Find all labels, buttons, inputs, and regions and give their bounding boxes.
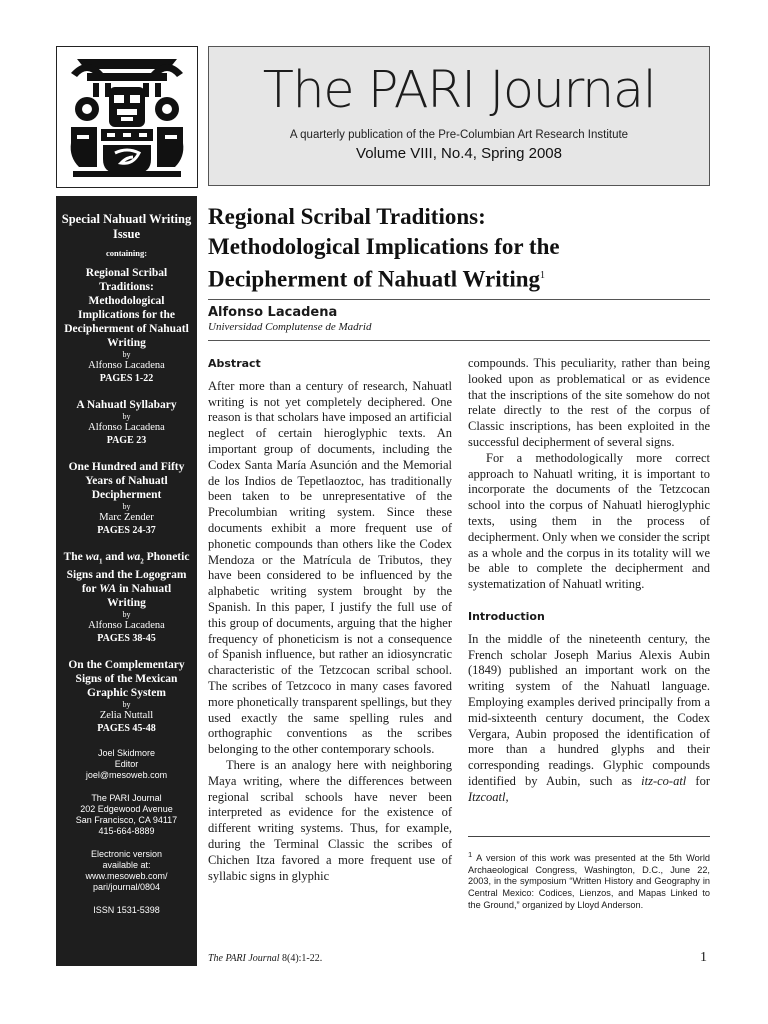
article-title [208,202,710,294]
address-line: 202 Edgewood Avenue [80,804,173,815]
contents-item-author: Alfonso Lacadena [88,422,165,433]
text-column-right [468,356,710,806]
contents-item [56,658,197,735]
contents-item-pages: PAGES 45-48 [97,723,156,735]
author-affiliation: Universidad Complutense de Madrid [208,321,372,333]
article-title-line [208,261,710,294]
author-name: Alfonso Lacadena [208,305,338,320]
mesoamerican-glyph-icon [57,47,197,187]
contents-item-by: by [122,412,131,421]
phone-number: 415-664-8889 [98,826,155,837]
journal-volume: Volume VIII, No.4, Spring 2008 [356,145,562,162]
electronic-version-block [56,849,197,893]
contents-item-pages: PAGES 1-22 [99,373,154,384]
contents-item-by: by [122,700,131,710]
article-title-text: Decipherment of Nahuatl Writing [208,266,540,292]
editor-name: Joel Skidmore [97,748,156,759]
masthead [208,46,710,186]
address-block [56,793,197,837]
body-paragraph [468,632,710,806]
article-title-line: Methodological Implications for the [208,233,560,259]
article-title-line: Regional Scribal Traditions: [208,204,486,229]
introduction-heading: Introduction [468,609,545,623]
footnote-text: A version of this work was presented at the 5th World Archaeological Congress, Washington, D.C., June 22, 2003, in the symposium “Written History and Geography in Central Mexico: Codices, Lienzos, and Mapas Linked to the Ground,” organized by Lloyd Anderson. [468,853,710,910]
editor-role: Editor [114,759,139,770]
citation [208,953,322,964]
contents-item-pages: PAGES 38-45 [97,633,156,645]
glyph-transliteration: itz-co-atl [641,773,687,788]
address-line: San Francisco, CA 94117 [75,815,178,826]
abstract-heading: Abstract [208,357,261,370]
text-column-left [208,356,452,884]
glyph-name: Itzcoatl, [468,789,509,804]
title-part: wa [85,551,100,563]
contents-item [56,266,197,385]
contents-item-by: by [122,502,131,511]
title-part: The [63,551,86,563]
contents-item-author: Alfonso Lacadena [88,620,165,632]
contents-item-title: A Nahuatl Syllabary [76,399,177,411]
contents-item-by: by [122,610,131,620]
contents-item-by: by [122,350,131,359]
page-number: 1 [700,950,707,965]
journal-logo [56,46,198,188]
contents-item-author: Alfonso Lacadena [88,360,165,371]
contents-item-author: Zelia Nuttall [99,710,154,722]
contents-item-pages: PAGES 24-37 [97,525,156,536]
address-line: The PARI Journal [91,793,162,804]
journal-title: The PARI Journal [262,61,656,120]
citation-volume: 8(4):1-22. [279,953,323,964]
title-rule [208,299,710,300]
footnote-marker: 1 [540,270,545,281]
electronic-url-link[interactable]: www.mesoweb.com/ [85,871,168,882]
title-part: WA [99,583,117,596]
contents-item-pages: PAGE 23 [106,435,147,446]
editor-email-link[interactable]: joel@mesoweb.com [85,770,168,781]
electronic-line: Electronic version [90,849,163,860]
electronic-line: available at: [102,860,151,871]
footnote-rule [468,836,710,837]
contents-item-title: On the Complementary Signs of the Mexican Graphic System [68,659,185,700]
author-rule [208,340,710,341]
issn: ISSN 1531-5398 [93,905,160,916]
contents-item [56,398,197,447]
title-part: wa [126,551,141,563]
title-part: in Nahuatl Writing [107,583,172,610]
body-text: for [686,773,710,788]
sidebar-containing-label: containing: [105,248,148,258]
footnote [468,849,710,912]
issue-contents-sidebar [56,196,197,966]
contents-item [56,550,197,645]
title-part: and [102,551,127,563]
footnote-number: 1 [468,850,473,859]
body-text: In the middle of the nineteenth century, the French scholar Joseph Marius Alexis Aubin (1849) published an important work on the writing system of the Nahuatl language. Employing examples derived principally from a mid-sixteenth century document, the Codex Vergara, Aubin proposed the identification of more than a hundred glyphs and their corresponding readings. Glyphic compounds identified by Aubin, such as [468,631,710,788]
editor-block [56,748,197,781]
body-paragraph: compounds. This peculiarity, rather than being looked upon as problematical or as evidence that the inscriptions of the site somehow do not relate directly to the rest of the corpus of Classic inscriptions, has been exploited in the successful decipherment of several signs. [468,356,710,449]
abstract-paragraph: After more than a century of research, Nahuatl writing is not yet completely deciphered. One reason is that scholars have imposed an artificial neglect of certain hieroglyphic texts. An important group of documents, including the Codex Santa María Asunción and the Memorial de los Indios de Tepetlaoztoc, has traditionally been taken to be unrepresentative of the Precolumbian writing system. Since these documents exhibit a more frequent use of phonetic compounds than others like the Codex Mendoza or the Matrícula de Tributos, they have been considered to be influenced by the alphabetic writing system brought by the Spanish. In this paper, I justify the full use of this group of documents, arguing that the higher frequency of phoneticism is not a consequence of Spanish influence, but rather an idiosyncratic characteristic of the Tetzcocan scribal school. The scribes of Tetzcoco in many cases favored more phonetically transparent spellings, but they used exactly the same spelling rules and orthographic conventions as the scribes belonging to the other contemporary schools. [208,378,452,757]
body-paragraph: For a methodologically more correct approach to Nahuatl writing, it is important to incorporate the documents of the Tetzcocan school into the corpus of Nahuatl hieroglyphic texts, using them in the process of decipherment. Only when we consider the script as a whole and the corpus in its totality will we be able to complete the decipherment and systematization of Nahuatl writing. [468,450,710,592]
contents-item-author: Marc Zender [99,512,154,523]
contents-item-title: Regional Scribal Traditions: Methodological Implications for the Decipherment of Nahuatl Writing [64,267,189,349]
contents-item [56,460,197,537]
contents-item-title: One Hundred and Fifty Years of Nahuatl Decipherment [68,461,185,501]
abstract-paragraph: There is an analogy here with neighboring Maya writing, where the differences between regional scribal schools have never been interpreted as evidence for the existence of different writing systems. Thus, for example, during the Terminal Classic the scribes of Chichen Itza favored a more frequent use of syllabic signs in glyphic [208,757,452,883]
electronic-url-link[interactable]: pari/journal/0804 [92,882,161,893]
citation-journal: The PARI Journal [208,953,280,964]
title-subscript: 2 [140,557,144,566]
sidebar-heading: Special Nahuatl Writing Issue [61,212,192,241]
title-part: Phonetic Signs and the Logogram for [66,551,190,596]
title-subscript: 1 [99,557,103,566]
contents-item-title [56,550,197,610]
journal-subtitle: A quarterly publication of the Pre-Columbian Art Research Institute [289,129,629,141]
